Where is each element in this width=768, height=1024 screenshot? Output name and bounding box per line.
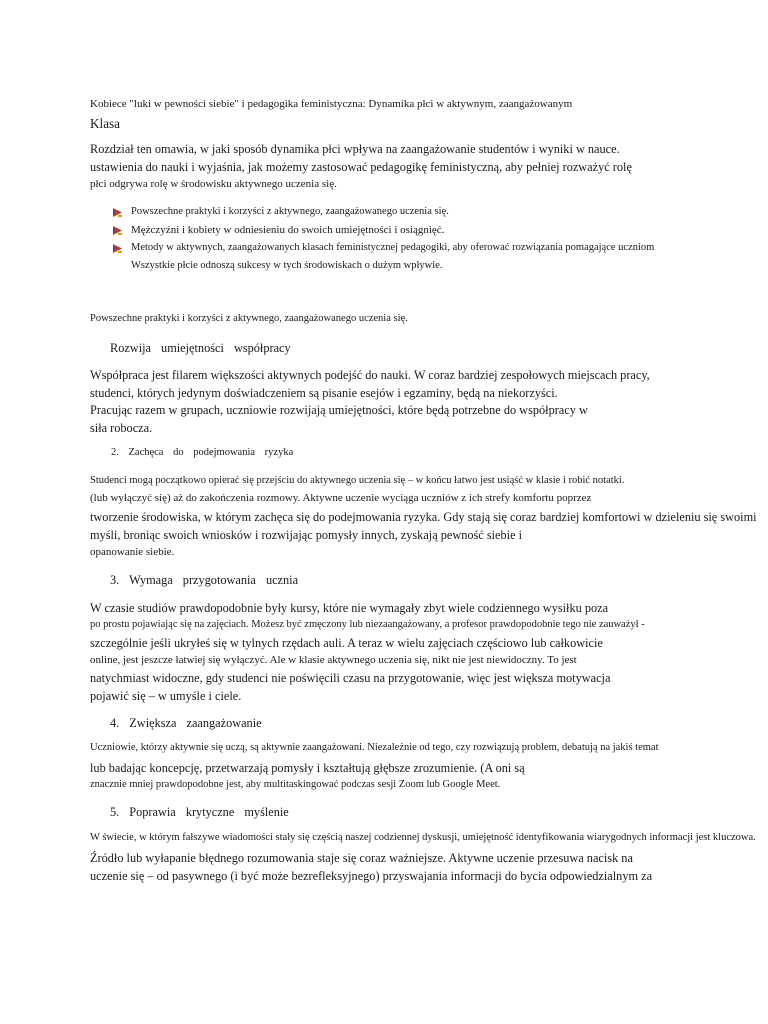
bullet-item: Metody w aktywnych, zaangażowanych klasach feministycznej pedagogiki, aby oferować rozwiązania pomagające uczniom (131, 242, 655, 253)
paragraph-line: opanowanie siebie. (90, 546, 175, 558)
document-title: Kobiece "luki w pewności siebie" i pedagogika feministyczna: Dynamika płci w aktywnym, zaangażowanym (90, 98, 573, 110)
bullet-item: Mężczyźni i kobiety w odniesieniu do swoich umiejętności i osiągnięć. (131, 224, 445, 236)
intro-line: Rozdział ten omawia, w jaki sposób dynamika płci wpływa na zaangażowanie studentów i wyniki w nauce. (90, 142, 620, 156)
bullet-item: Powszechne praktyki i korzyści z aktywnego, zaangażowanego uczenia się. (131, 206, 449, 217)
subsection-heading: 4. Zwiększa zaangażowanie (110, 716, 262, 730)
document-title-cont: Klasa (90, 116, 121, 131)
subsection-heading: 5. Poprawia krytyczne myślenie (110, 805, 289, 819)
paragraph-line: W świecie, w którym fałszywe wiadomości stały się częścią naszej codziennej dyskusji, umiejętność identyfikowania wiarygodnych informacji jest kluczowa. (90, 832, 756, 843)
subsection-heading: 3. Wymaga przygotowania ucznia (110, 573, 299, 587)
intro-line: płci odgrywa rolę w środowisku aktywnego uczenia się. (90, 178, 337, 190)
paragraph-line: lub badając koncepcję, przetwarzają pomysły i kształtują głębsze zrozumienie. (A oni są (90, 761, 525, 775)
paragraph-line: szczególnie jeśli ukryłeś się w tylnych rzędach auli. A teraz w wielu zajęciach częściowo lub całkowicie (90, 636, 603, 650)
paragraph-line: siła robocza. (90, 421, 153, 435)
bullet-arrow-icon (112, 225, 123, 236)
paragraph-line: (lub wyłączyć się) aż do zakończenia rozmowy. Aktywne uczenie wyciąga uczniów z ich strefy komfortu poprzez (90, 492, 592, 504)
paragraph-line: Współpraca jest filarem większości aktywnych podejść do nauki. W coraz bardziej zespołowych miejscach pracy, (90, 368, 650, 382)
bullet-arrow-icon (112, 207, 123, 218)
bullet-item-cont: Wszystkie płcie odnoszą sukcesy w tych środowiskach o dużym wpływie. (131, 260, 443, 271)
paragraph-line: online, jest jeszcze łatwiej się wyłączyć. Ale w klasie aktywnego uczenia się, nikt nie jest niewidoczny. To jest (90, 654, 577, 666)
intro-line: ustawienia do nauki i wyjaśnia, jak możemy zastosować pedagogikę feministyczną, aby pełniej rozważyć rolę (90, 160, 632, 174)
paragraph-line: tworzenie środowiska, w którym zachęca się do podejmowania ryzyka. Gdy stają się coraz bardziej komfortowi w dzieleniu się swoimi (90, 510, 757, 524)
bullet-arrow-icon (112, 243, 123, 254)
paragraph-line: po prostu pojawiając się na zajęciach. Możesz być zmęczony lub niezaangażowany, a profesor prawdopodobnie tego nie zauważył - (90, 619, 645, 630)
paragraph-line: W czasie studiów prawdopodobnie były kursy, które nie wymagały zbyt wiele codziennego wysiłku poza (90, 601, 609, 615)
paragraph-line: myśli, broniąc swoich wniosków i rozwijając pomysły innych, zyskają pewność siebie i (90, 528, 523, 542)
paragraph-line: studenci, których jedynym doświadczeniem są pisanie esejów i egzaminy, będą na niekorzyści. (90, 386, 558, 400)
paragraph-line: uczenie się – od pasywnego (i być może bezrefleksyjnego) przyswajania informacji do bycia odpowiedzialnym za (90, 869, 653, 883)
paragraph-line: Studenci mogą początkowo opierać się przejściu do aktywnego uczenia się – w końcu łatwo jest usiąść w klasie i robić notatki. (90, 475, 625, 486)
paragraph-line: znacznie mniej prawdopodobne jest, aby multitaskingować podczas sesji Zoom lub Google Meet. (90, 779, 501, 790)
paragraph-line: Uczniowie, którzy aktywnie się uczą, są aktywnie zaangażowani. Niezależnie od tego, czy rozwiązują problem, debatują na jakiś temat (90, 742, 659, 753)
paragraph-line: Źródło lub wyłapanie błędnego rozumowania staje się coraz ważniejsze. Aktywne uczenie przesuwa nacisk na (90, 851, 633, 865)
section-heading: Powszechne praktyki i korzyści z aktywnego, zaangażowanego uczenia się. (90, 313, 408, 324)
paragraph-line: Pracując razem w grupach, uczniowie rozwijają umiejętności, które będą potrzebne do współpracy w (90, 403, 588, 417)
paragraph-line: pojawić się – w umyśle i ciele. (90, 689, 242, 703)
paragraph-line: natychmiast widoczne, gdy studenci nie poświęcili czasu na przygotowanie, więc jest większa motywacja (90, 671, 611, 685)
subsection-heading: 2. Zachęca do podejmowania ryzyka (111, 447, 294, 458)
subsection-heading: Rozwija umiejętności współpracy (110, 341, 291, 355)
